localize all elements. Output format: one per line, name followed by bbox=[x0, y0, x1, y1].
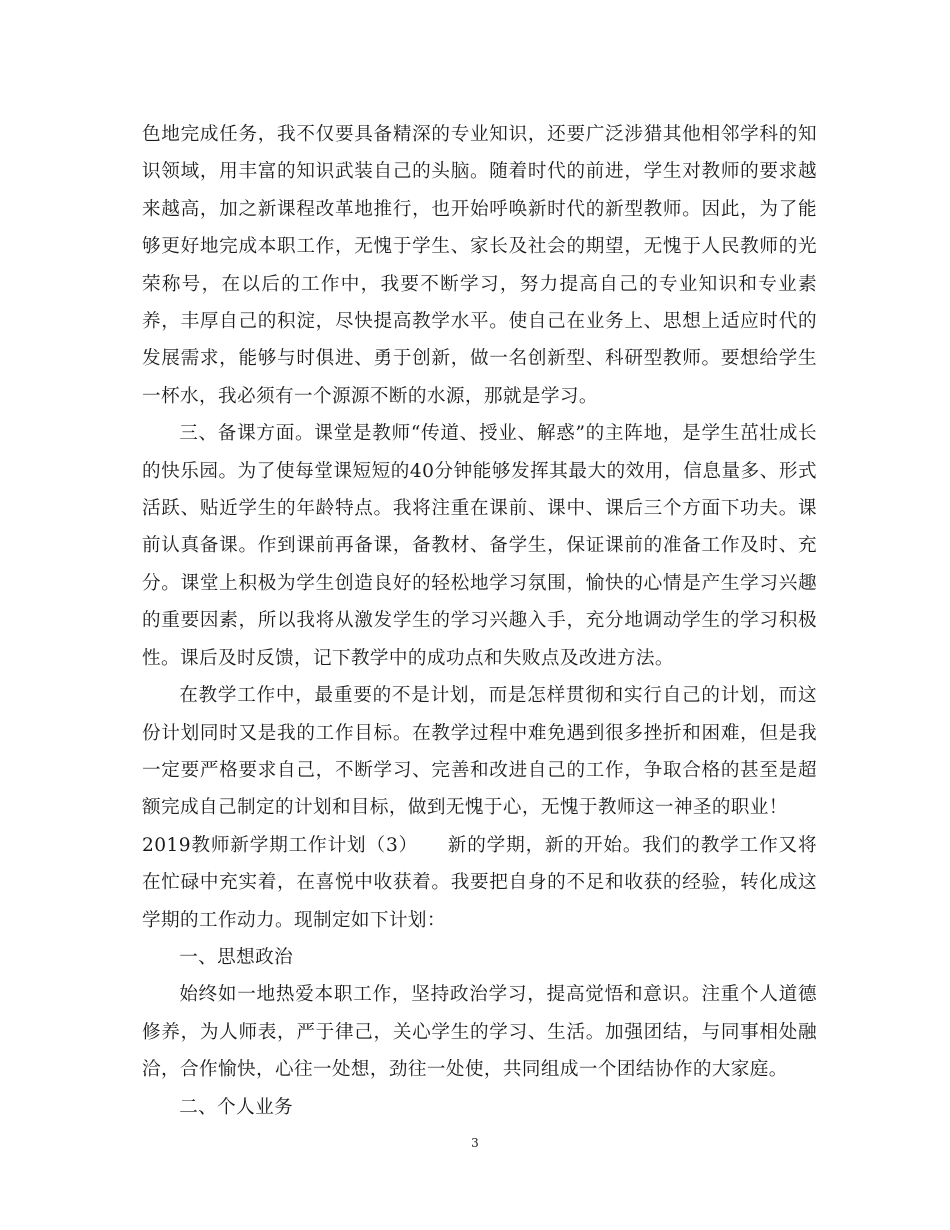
page-number: 3 bbox=[471, 1136, 479, 1150]
paragraph-work-plan-goals: 在教学工作中，最重要的不是计划，而是怎样贯彻和实行自己的计划，而这份计划同时又是我的工作目标。在教学过程中难免遇到很多挫折和困难，但是我一定要严格要求自己，不断学习、完善和改进自己的工作，争取合格的甚至是超额完成自己制定的计划和目标，做到无愧于心，无愧于教师这一神圣的职业！ bbox=[142, 685, 817, 819]
document-body bbox=[142, 116, 817, 1126]
heading-ideology-politics: 一、思想政治 bbox=[179, 946, 294, 968]
paragraph-ideology-politics: 始终如一地热爱本职工作，坚持政治学习，提高觉悟和意识。注重个人道德修养，为人师表，严于律己，关心学生的学习、生活。加强团结，与同事相处融洽，合作愉快，心往一处想，劲往一处使，共同组成一个团结协作的大家庭。 bbox=[142, 984, 817, 1081]
paragraph-continuation: 色地完成任务，我不仅要具备精深的专业知识，还要广泛涉猎其他相邻学科的知识领域，用丰富的知识武装自己的头脑。随着时代的前进，学生对教师的要求越来越高，加之新课程改革地推行，也开始呼唤新时代的新型教师。因此，为了能够更好地完成本职工作，无愧于学生、家长及社会的期望，无愧于人民教师的光荣称号，在以后的工作中，我要不断学习，努力提高自己的专业知识和专业素养，丰厚自己的积淀，尽快提高教学水平。使自己在业务上、思想上适应时代的发展需求，能够与时俱进、勇于创新，做一名创新型、科研型教师。要想给学生一杯水，我必须有一个源源不断的水源，那就是学习。 bbox=[142, 124, 817, 407]
paragraph-plan-3-intro: 2019教师新学期工作计划（3） 新的学期，新的开始。我们的教学工作又将在忙碌中充实着，在喜悦中收获着。我要把自身的不足和收获的经验，转化成这学期的工作动力。现制定如下计划： bbox=[142, 834, 817, 931]
paragraph-lesson-preparation: 三、备课方面。课堂是教师“传道、授业、解惑”的主阵地，是学生茁壮成长的快乐园。为了使每堂课短短的40分钟能够发挥其最大的效用，信息量多、形式活跃、贴近学生的年龄特点。我将注重在课前、课中、课后三个方面下功夫。课前认真备课。作到课前再备课，备教材、备学生，保证课前的准备工作及时、充分。课堂上积极为学生创造良好的轻松地学习氛围，愉快的心情是产生学习兴趣的重要因素，所以我将从激发学生的学习兴趣入手，充分地调动学生的学习积极性。课后及时反馈，记下教学中的成功点和失败点及改进方法。 bbox=[142, 423, 817, 669]
heading-personal-work: 二、个人业务 bbox=[179, 1096, 294, 1118]
